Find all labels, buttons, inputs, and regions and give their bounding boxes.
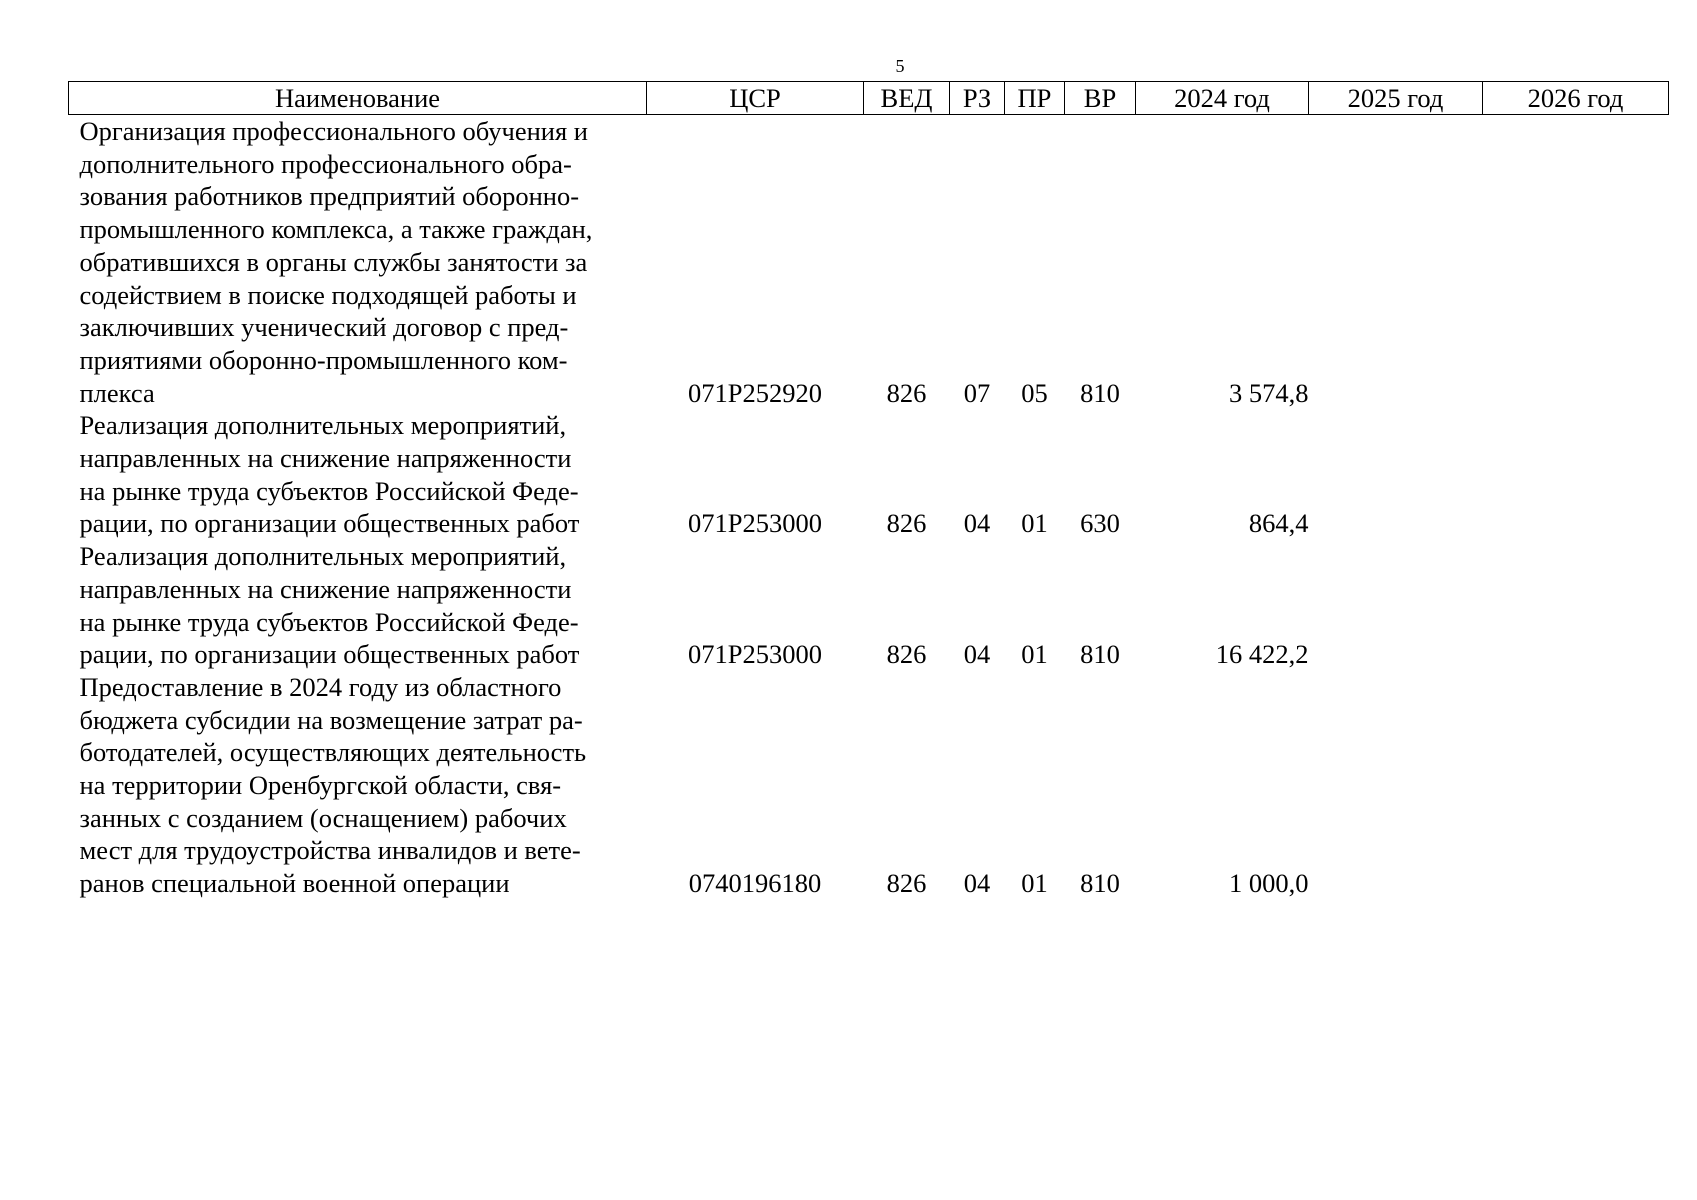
cell-2024: 864,4 xyxy=(1248,508,1309,539)
name-line: направленных на снижение напряженности xyxy=(79,573,572,604)
name-line: обратившихся в органы службы занятости за xyxy=(79,246,588,277)
name-line: на рынке труда субъектов Российской Феде- xyxy=(79,606,579,637)
header-vr: ВР xyxy=(1065,82,1136,115)
header-2026: 2026 год xyxy=(1483,82,1669,115)
cell-pr: 01 xyxy=(1021,868,1048,899)
header-2024: 2024 год xyxy=(1136,82,1309,115)
row-name xyxy=(69,540,647,671)
name-line: мест для трудоустройства инвалидов и вете- xyxy=(79,835,581,866)
table-header-row xyxy=(69,82,1669,115)
cell-2026 xyxy=(1483,671,1669,900)
header-2025: 2025 год xyxy=(1309,82,1483,115)
name-line: ботодателей, осуществляющих деятельность xyxy=(79,737,587,768)
cell-pr: 01 xyxy=(1021,508,1048,539)
name-line: зования работников предприятий оборонно- xyxy=(79,181,580,212)
name-line: рации, по организации общественных работ xyxy=(79,508,580,539)
table-row xyxy=(69,540,1669,671)
cell-csr: 071P253000 xyxy=(688,639,822,670)
cell-pr: 01 xyxy=(1021,639,1048,670)
name-line: рации, по организации общественных работ xyxy=(79,639,580,670)
cell-vr: 810 xyxy=(1080,377,1120,408)
header-rz: РЗ xyxy=(950,82,1005,115)
cell-2024: 3 574,8 xyxy=(1229,377,1309,408)
cell-pr: 05 xyxy=(1021,377,1048,408)
name-line: Предоставление в 2024 году из областного xyxy=(79,671,562,702)
name-line: на территории Оренбургской области, свя- xyxy=(79,770,562,801)
name-line: плекса xyxy=(79,377,155,408)
budget-table xyxy=(68,81,1669,900)
cell-2024: 16 422,2 xyxy=(1215,639,1309,670)
cell-vr: 810 xyxy=(1080,868,1120,899)
cell-ved: 826 xyxy=(886,639,927,670)
name-line: содействием в поиске подходящей работы и xyxy=(79,279,577,310)
cell-vr: 630 xyxy=(1080,508,1120,539)
header-csr: ЦСР xyxy=(647,82,864,115)
cell-2024: 1 000,0 xyxy=(1229,868,1309,899)
cell-2026 xyxy=(1483,540,1669,671)
table-row xyxy=(69,671,1669,900)
cell-csr: 0740196180 xyxy=(688,868,822,899)
cell-ved: 826 xyxy=(886,377,927,408)
page-number: 5 xyxy=(895,56,905,76)
name-line: заключивших ученический договор с пред- xyxy=(79,312,569,343)
name-line: промышленного комплекса, а также граждан, xyxy=(79,214,593,245)
cell-csr: 071P253000 xyxy=(688,508,822,539)
table-row xyxy=(69,409,1669,540)
cell-rz: 04 xyxy=(963,639,991,670)
header-ved: ВЕД xyxy=(864,82,950,115)
cell-2025 xyxy=(1309,671,1483,900)
name-line: Реализация дополнительных мероприятий, xyxy=(79,541,567,572)
cell-rz: 04 xyxy=(963,508,991,539)
cell-2025 xyxy=(1309,115,1483,410)
cell-2026 xyxy=(1483,115,1669,410)
name-line: дополнительного профессионального обра- xyxy=(79,148,572,179)
cell-2025 xyxy=(1309,540,1483,671)
cell-rz: 04 xyxy=(963,868,991,899)
name-line: ранов специальной военной операции xyxy=(79,868,510,899)
cell-rz: 07 xyxy=(963,377,991,408)
cell-csr: 071P252920 xyxy=(688,377,822,408)
header-pr: ПР xyxy=(1005,82,1065,115)
cell-2025 xyxy=(1309,409,1483,540)
name-line: занных с созданием (оснащением) рабочих xyxy=(79,802,567,833)
cell-vr: 810 xyxy=(1080,639,1120,670)
name-line: приятиями оборонно-промышленного ком- xyxy=(79,344,568,375)
name-line: Организация профессионального обучения и xyxy=(79,116,588,146)
name-line: бюджета субсидии на возмещение затрат ра- xyxy=(79,704,583,735)
name-line: направленных на снижение напряженности xyxy=(79,443,572,474)
name-line: Реализация дополнительных мероприятий, xyxy=(79,410,567,441)
table-row xyxy=(69,115,1669,410)
name-line: на рынке труда субъектов Российской Феде- xyxy=(79,475,579,506)
row-name xyxy=(69,115,647,410)
header-name: Наименование xyxy=(69,82,647,115)
cell-ved: 826 xyxy=(886,508,927,539)
cell-ved: 826 xyxy=(886,868,927,899)
row-name xyxy=(69,409,647,540)
cell-2026 xyxy=(1483,409,1669,540)
row-name xyxy=(69,671,647,900)
